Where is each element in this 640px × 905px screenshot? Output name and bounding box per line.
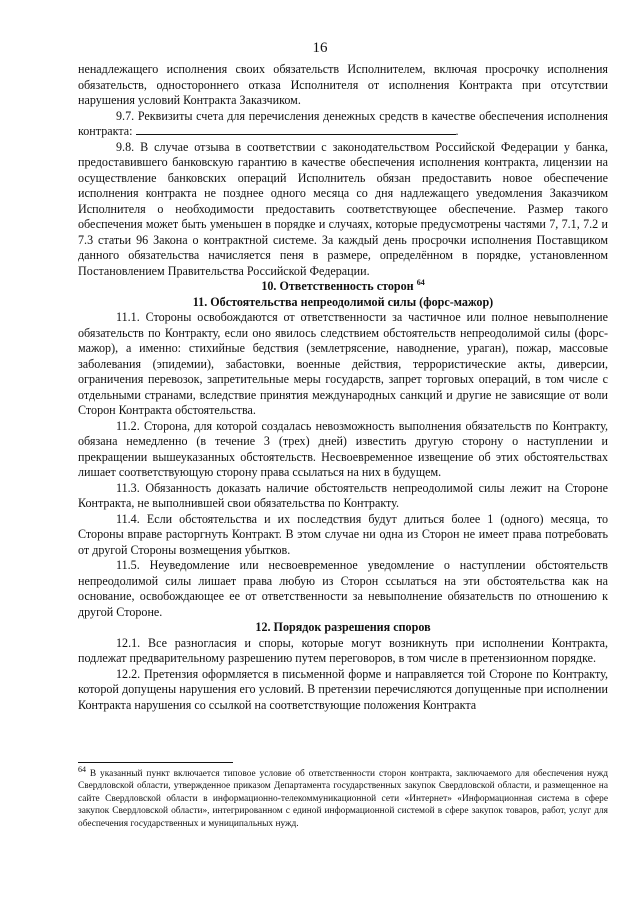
paragraph-continuation: ненадлежащего исполнения своих обязательств Исполнителем, включая просрочку исполнения обязательств, одностороннего отказа Исполнителя от исполнения Контракта при отсутствии нарушения условий Контракта Заказчиком. (78, 62, 608, 107)
footnote-separator (78, 762, 233, 763)
paragraph-9-7-end: . (455, 124, 459, 138)
paragraph-9-8: 9.8. В случае отзыва в соответствии с законодательством Российской Федерации у банка, предоставившего банковскую гарантию в качестве обеспечения исполнения контракта, лицензии на осуществление банковских операций Исполнитель обязан предоставить новое обеспечение исполнения контракта не позднее одного месяца со дня надлежащего уведомления Заказчиком Исполнителя о необходимости предоставить соответствующее обеспечение. Размер такого обеспечения может быть уменьшен в порядке и случаях, которые предусмотрены частями 7, 7.1, 7.2 и 7.3 статьи 96 Закона о контрактной системе. За каждый день просрочки исполнения Поставщиком данного обязательства начисляется пеня в размере, определённом в порядке, установленном Постановлением Правительства Российской Федерации. (78, 139, 608, 278)
footnote-ref-64[interactable]: 64 (416, 277, 425, 287)
paragraph-9-7 (78, 109, 608, 140)
page-number: 16 (312, 40, 328, 56)
footnote-number: 64 (78, 764, 86, 774)
paragraph-11-1: 11.1. Стороны освобождаются от ответственности за частичное или полное невыполнение обязательств по Контракту, если оно явилось следствием обстоятельств непреодолимой силы (форс-мажор), а именно: стихийные бедствия (землетрясение, наводнение, ураган), пожар, массовые заболевания (эпидемии), забастовки, военные действия, террористические акты, диверсии, ограничения перевозок, запретительные меры государств, запрет торговых операций, в том числе с отдельными странами, вследствие принятия международных санкций и другие не зависящие от воли Сторон Контракта обстоятельства. (78, 310, 608, 417)
account-details-blank (136, 124, 456, 135)
paragraph-12-2: 12.2. Претензия оформляется в письменной форме и направляется той Стороне по Контракту, которой допущены нарушения его условий. В претензии перечисляются допущенные при исполнении Контракта нарушения со ссылкой на соответствующие положения Контракта (78, 666, 608, 712)
paragraph-9-7-text: 9.7. Реквизиты счета для перечисления денежных средств в качестве обеспечения исполнения контракта: (78, 108, 608, 138)
document-body (78, 62, 608, 713)
heading-section-11: 11. Обстоятельства непреодолимой силы (форс-мажор) (192, 294, 494, 309)
footnote (78, 764, 609, 830)
footnote-text: В указанный пункт включается типовое условие об ответственности сторон контракта, заключаемого для обеспечения нужд Свердловской области, утвержденное приказом Департамента государственных закупок Свердловской области, и размещенное на сайте Свердловской области в информационно-телекоммуникационной сети «Интернет» «Информационная система в сфере закупок Свердловской области», интегрированном с единой информационной системой в сфере закупок товаров, работ, услуг для обеспечения государственных и муниципальных нужд. (78, 769, 609, 829)
paragraph-12-1: 12.1. Все разногласия и споры, которые могут возникнуть при исполнении Контракта, подлежат предварительному разрешению путем переговоров, в том числе в претензионном порядке. (78, 635, 608, 665)
paragraph-11-5: 11.5. Неуведомление или несвоевременное уведомление о наступлении обстоятельств непреодолимой силы лишает права любую из Сторон ссылаться на эти обстоятельства как на основание, освобождающее ее от ответственности за невыполнение обязательств по отношению к другой Стороне. (78, 558, 608, 619)
paragraph-11-4: 11.4. Если обстоятельства и их последствия будут длиться более 1 (одного) месяца, то Стороны вправе расторгнуть Контракт. В этом случае ни одна из Сторон не имеет права потребовать от другой Стороны возмещения убытков. (78, 511, 608, 557)
heading-section-10 (78, 279, 608, 295)
footnote-64 (78, 764, 609, 830)
heading-section-12: 12. Порядок разрешения споров (255, 620, 431, 634)
heading-section-10-text: 10. Ответственность сторон (261, 279, 414, 293)
paragraph-11-2: 11.2. Сторона, для которой создалась невозможность выполнения обязательств по Контракту, обязана немедленно (в течение 3 (трех) дней) известить другую сторону о наступлении и прекращении вышеуказанных обстоятельств. Несвоевременное извещение об этих обстоятельствах лишает соответствующую сторону права ссылаться на них в будущем. (78, 418, 608, 479)
paragraph-11-3: 11.3. Обязанность доказать наличие обстоятельств непреодолимой силы лежит на Стороне Контракта, не выполнившей свои обязательства по Контракту. (78, 480, 608, 510)
